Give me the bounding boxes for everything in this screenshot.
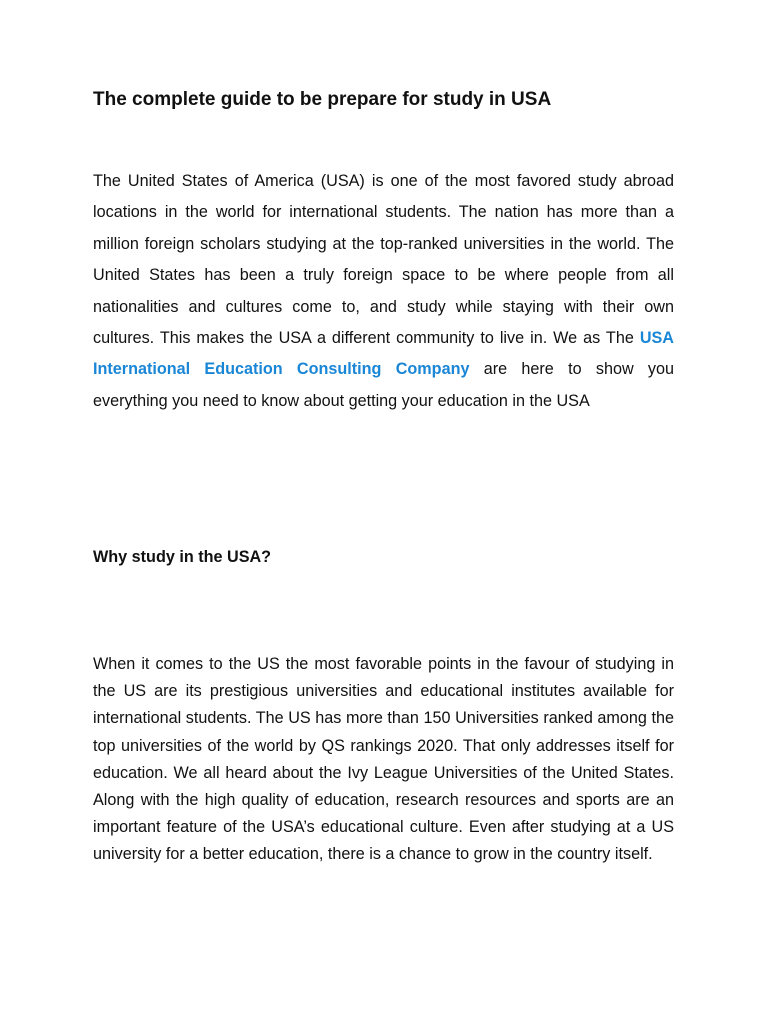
section-heading: Why study in the USA?	[93, 548, 272, 566]
intro-paragraph	[93, 166, 674, 417]
intro-text-after-link: are here to show you everything you need to know about getting your education in the USA	[93, 360, 675, 410]
section-paragraph: When it comes to the US the most favorable points in the favour of studying in the US are its prestigious universities and educational institutes available for international students. The US has more than 150 Universities ranked among the top universities of the world by QS rankings 2020. That only addresses itself for education. We all heard about the Ivy League Universities of the United States. Along with the high quality of education, research resources and sports are an important feature of the USA’s educational culture. Even after studying at a US university for a better education, there is a chance to grow in the country itself.	[93, 655, 674, 864]
company-link[interactable]: USA International Education Consulting Company	[93, 329, 674, 379]
page-title: The complete guide to be prepare for study in USA	[93, 89, 552, 110]
intro-text-before-link: The United States of America (USA) is one of the most favored study abroad locations in the world for international students. The nation has more than a million foreign scholars studying at the top-ranked universities in the world. The United States has been a truly foreign space to be where people from all nationalities and cultures come to, and study while staying with their own cultures. This makes the USA a different community to live in. We as The	[93, 172, 674, 348]
